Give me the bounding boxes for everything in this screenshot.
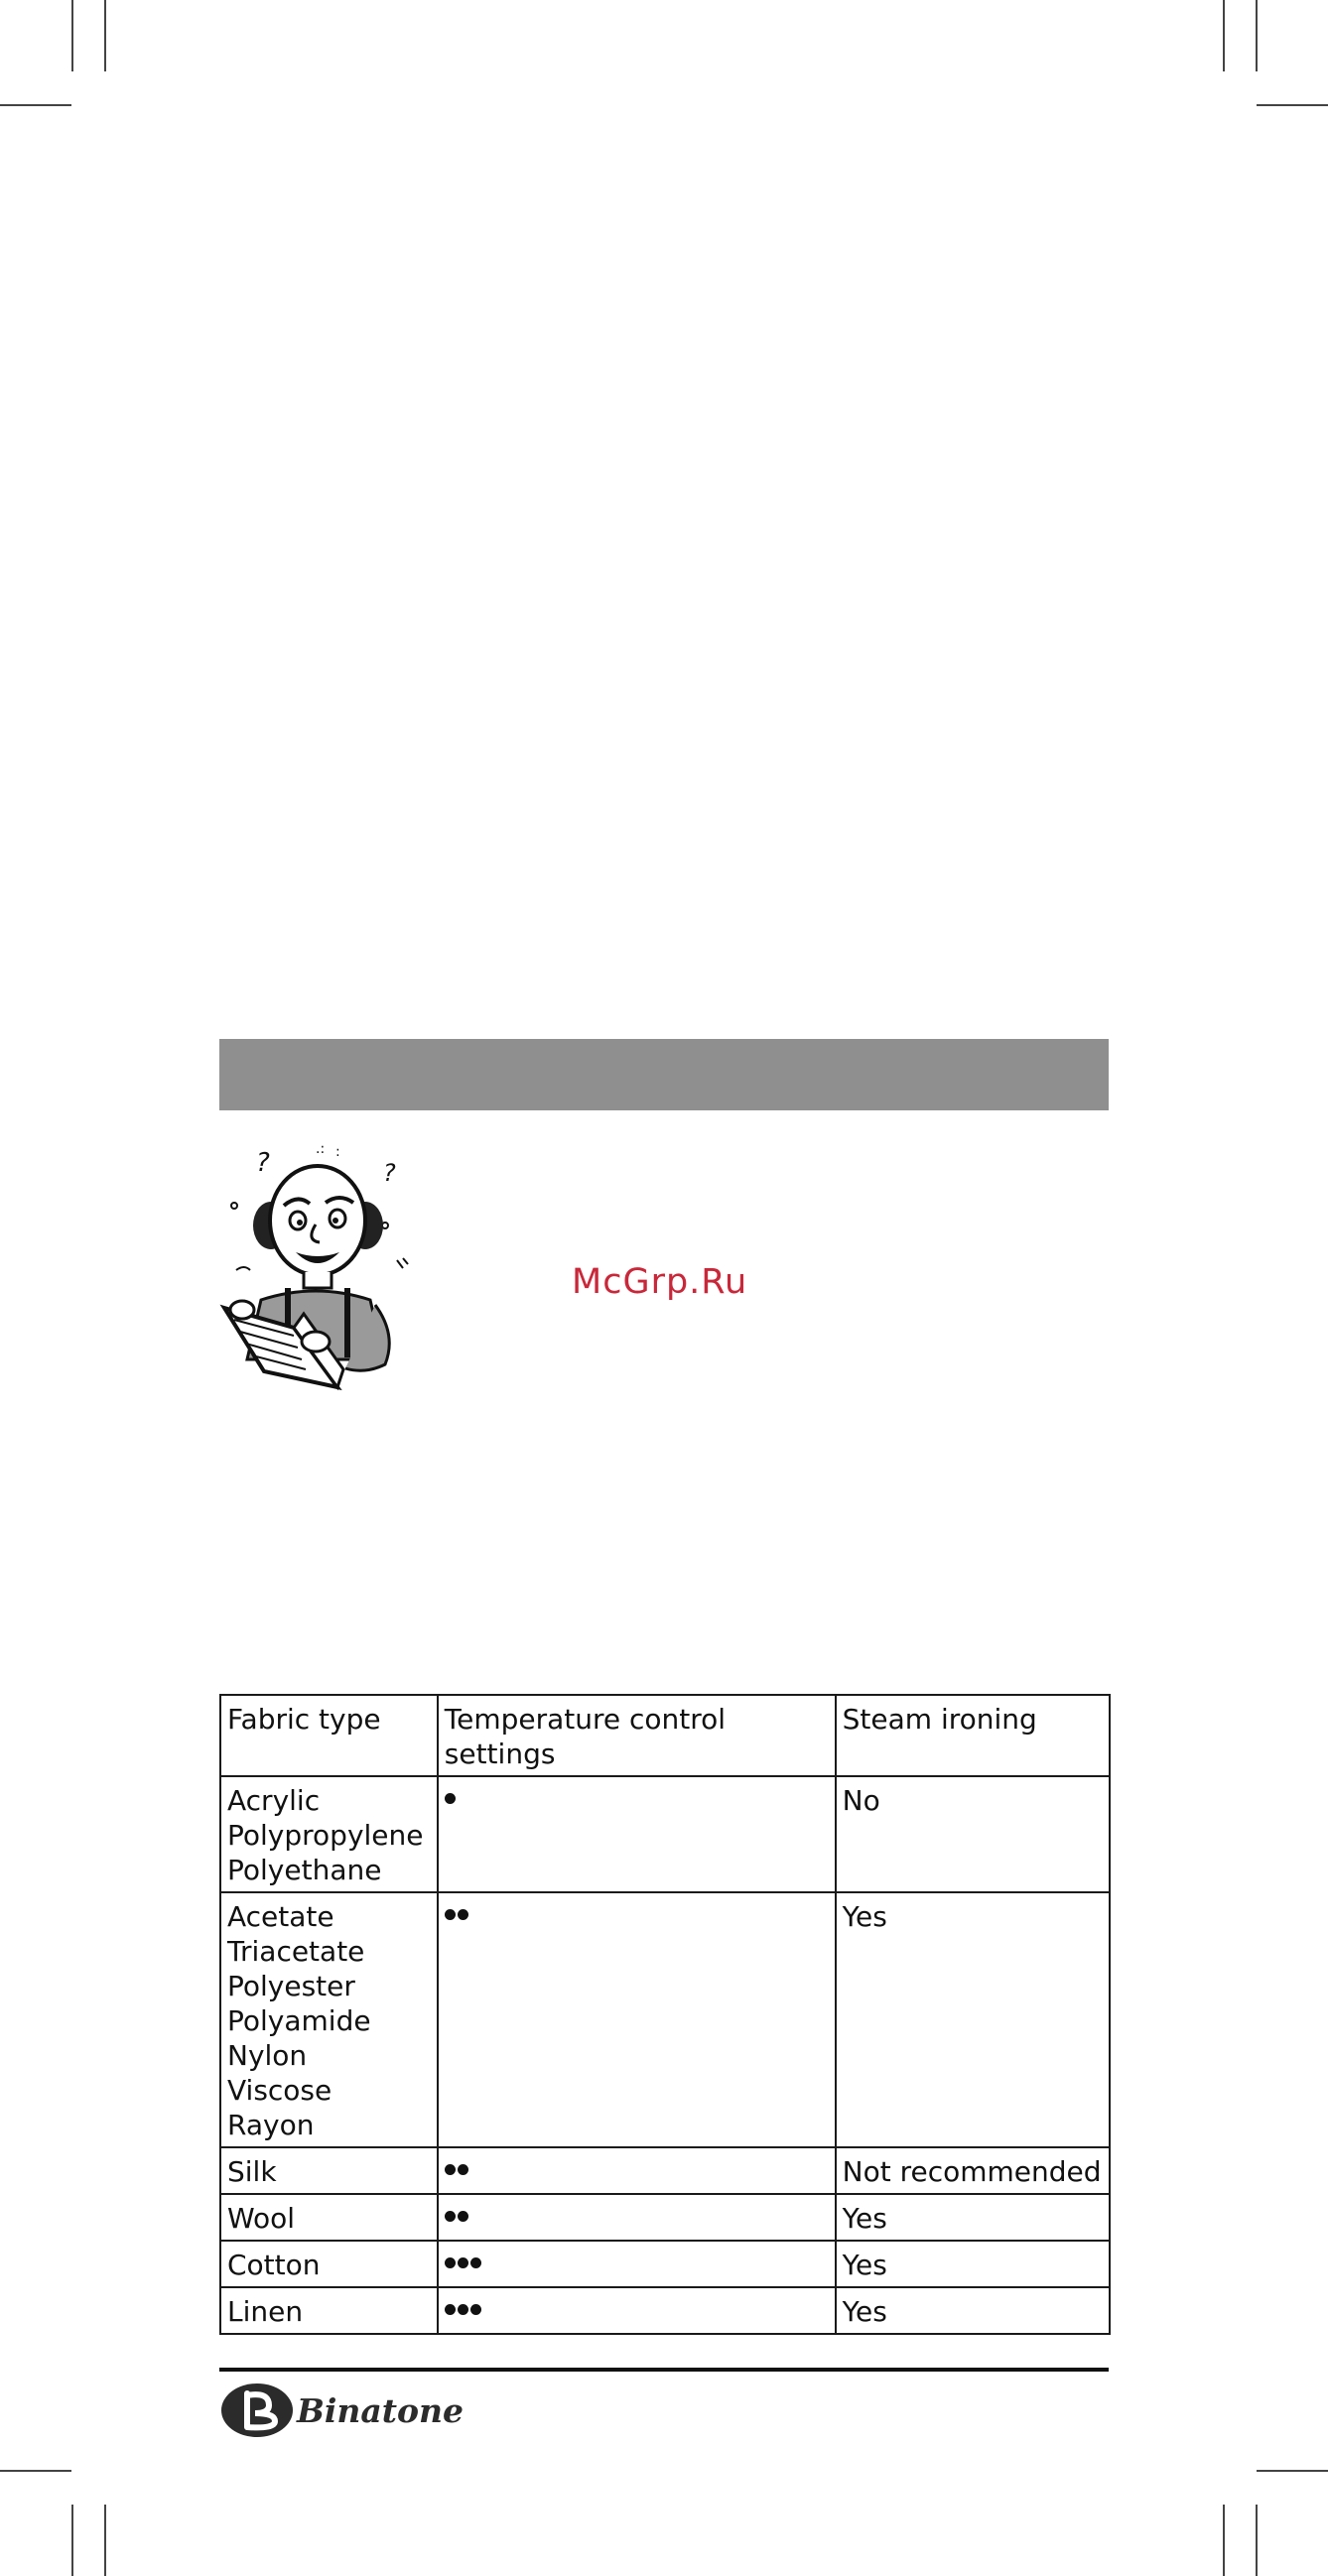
- confused-man-reading-manual-icon: [216, 1131, 415, 1404]
- temperature-dot-icon: [445, 2164, 456, 2175]
- table-row: [220, 2241, 1110, 2287]
- temperature-dots: [445, 1783, 829, 1804]
- fabric-name: Acetate: [227, 1900, 334, 1933]
- header-steam-ironing: Steam ironing: [836, 1695, 1110, 1776]
- table-row: [220, 2287, 1110, 2334]
- fabric-name: Polyester: [227, 1970, 355, 2002]
- table-row: [220, 2194, 1110, 2241]
- crop-mark: [1223, 2505, 1225, 2576]
- fabric-name: Triacetate: [227, 1935, 365, 1968]
- svg-text:?: ?: [383, 1159, 396, 1187]
- fabric-name: Linen: [227, 2295, 304, 2328]
- brand-logo: [219, 2382, 464, 2439]
- crop-mark: [0, 2470, 71, 2472]
- table-header-row: [220, 1695, 1110, 1776]
- cell-steam-ironing: Yes: [836, 2194, 1110, 2241]
- temperature-dot-icon: [458, 2257, 468, 2268]
- fabric-name: Nylon: [227, 2039, 308, 2072]
- temperature-dots: [445, 2201, 829, 2222]
- binatone-logo-icon: [219, 2382, 295, 2439]
- temperature-dot-icon: [458, 1909, 468, 1920]
- temperature-dot-icon: [445, 1909, 456, 1920]
- cell-steam-ironing: Yes: [836, 1892, 1110, 2147]
- crop-mark: [1257, 104, 1328, 106]
- temperature-dot-icon: [470, 2257, 481, 2268]
- brand-name: Binatone: [297, 2390, 465, 2430]
- fabric-name: Cotton: [227, 2249, 321, 2281]
- crop-mark: [1257, 2470, 1328, 2472]
- crop-mark: [1256, 2505, 1258, 2576]
- cell-fabric-type: [220, 1892, 438, 2147]
- cell-steam-ironing: Yes: [836, 2287, 1110, 2334]
- cell-steam-ironing: Yes: [836, 2241, 1110, 2287]
- svg-text:?: ?: [256, 1148, 270, 1178]
- table-row: [220, 2147, 1110, 2194]
- section-header-bar: [219, 1039, 1109, 1110]
- fabric-name: Polyethane: [227, 1854, 382, 1886]
- fabric-name: Silk: [227, 2155, 277, 2188]
- temperature-dots: [445, 2154, 829, 2175]
- table-row: [220, 1776, 1110, 1892]
- cell-temperature-setting: [438, 2287, 836, 2334]
- cell-temperature-setting: [438, 1892, 836, 2147]
- crop-mark: [1223, 0, 1225, 71]
- cell-temperature-setting: [438, 2194, 836, 2241]
- crop-mark: [0, 104, 71, 106]
- cell-temperature-setting: [438, 1776, 836, 1892]
- cell-fabric-type: [220, 1776, 438, 1892]
- temperature-dot-icon: [445, 2211, 456, 2222]
- header-temperature-settings: Temperature control settings: [438, 1695, 836, 1776]
- temperature-dots: [445, 2248, 829, 2268]
- crop-mark: [71, 0, 73, 71]
- cell-temperature-setting: [438, 2147, 836, 2194]
- fabric-name: Polyamide: [227, 2004, 371, 2037]
- cell-fabric-type: [220, 2287, 438, 2334]
- fabric-name: Viscose: [227, 2074, 332, 2107]
- cell-temperature-setting: [438, 2241, 836, 2287]
- crop-mark: [1256, 0, 1258, 71]
- temperature-dot-icon: [445, 2257, 456, 2268]
- crop-mark: [71, 2505, 73, 2576]
- cell-steam-ironing: No: [836, 1776, 1110, 1892]
- temperature-dots: [445, 2294, 829, 2315]
- watermark-text: McGrp.Ru: [572, 1262, 748, 1302]
- temperature-dot-icon: [470, 2304, 481, 2315]
- temperature-dots: [445, 1899, 829, 1920]
- footer-rule: [219, 2368, 1109, 2372]
- fabric-name: Acrylic: [227, 1784, 321, 1817]
- temperature-dot-icon: [458, 2164, 468, 2175]
- temperature-dot-icon: [445, 1793, 456, 1804]
- crop-mark: [104, 2505, 106, 2576]
- svg-text:.:: .:: [316, 1141, 326, 1157]
- fabric-name: Wool: [227, 2202, 296, 2235]
- cell-fabric-type: [220, 2194, 438, 2241]
- crop-mark: [104, 0, 106, 71]
- svg-text::: :: [335, 1144, 340, 1160]
- fabric-temperature-table: [219, 1694, 1111, 2335]
- fabric-name: Rayon: [227, 2109, 315, 2141]
- temperature-dot-icon: [458, 2211, 468, 2222]
- cell-steam-ironing: Not recommended: [836, 2147, 1110, 2194]
- cell-fabric-type: [220, 2241, 438, 2287]
- fabric-name: Polypropylene: [227, 1819, 424, 1852]
- temperature-dot-icon: [458, 2304, 468, 2315]
- table-row: [220, 1892, 1110, 2147]
- header-fabric-type: Fabric type: [220, 1695, 438, 1776]
- temperature-dot-icon: [445, 2304, 456, 2315]
- cell-fabric-type: [220, 2147, 438, 2194]
